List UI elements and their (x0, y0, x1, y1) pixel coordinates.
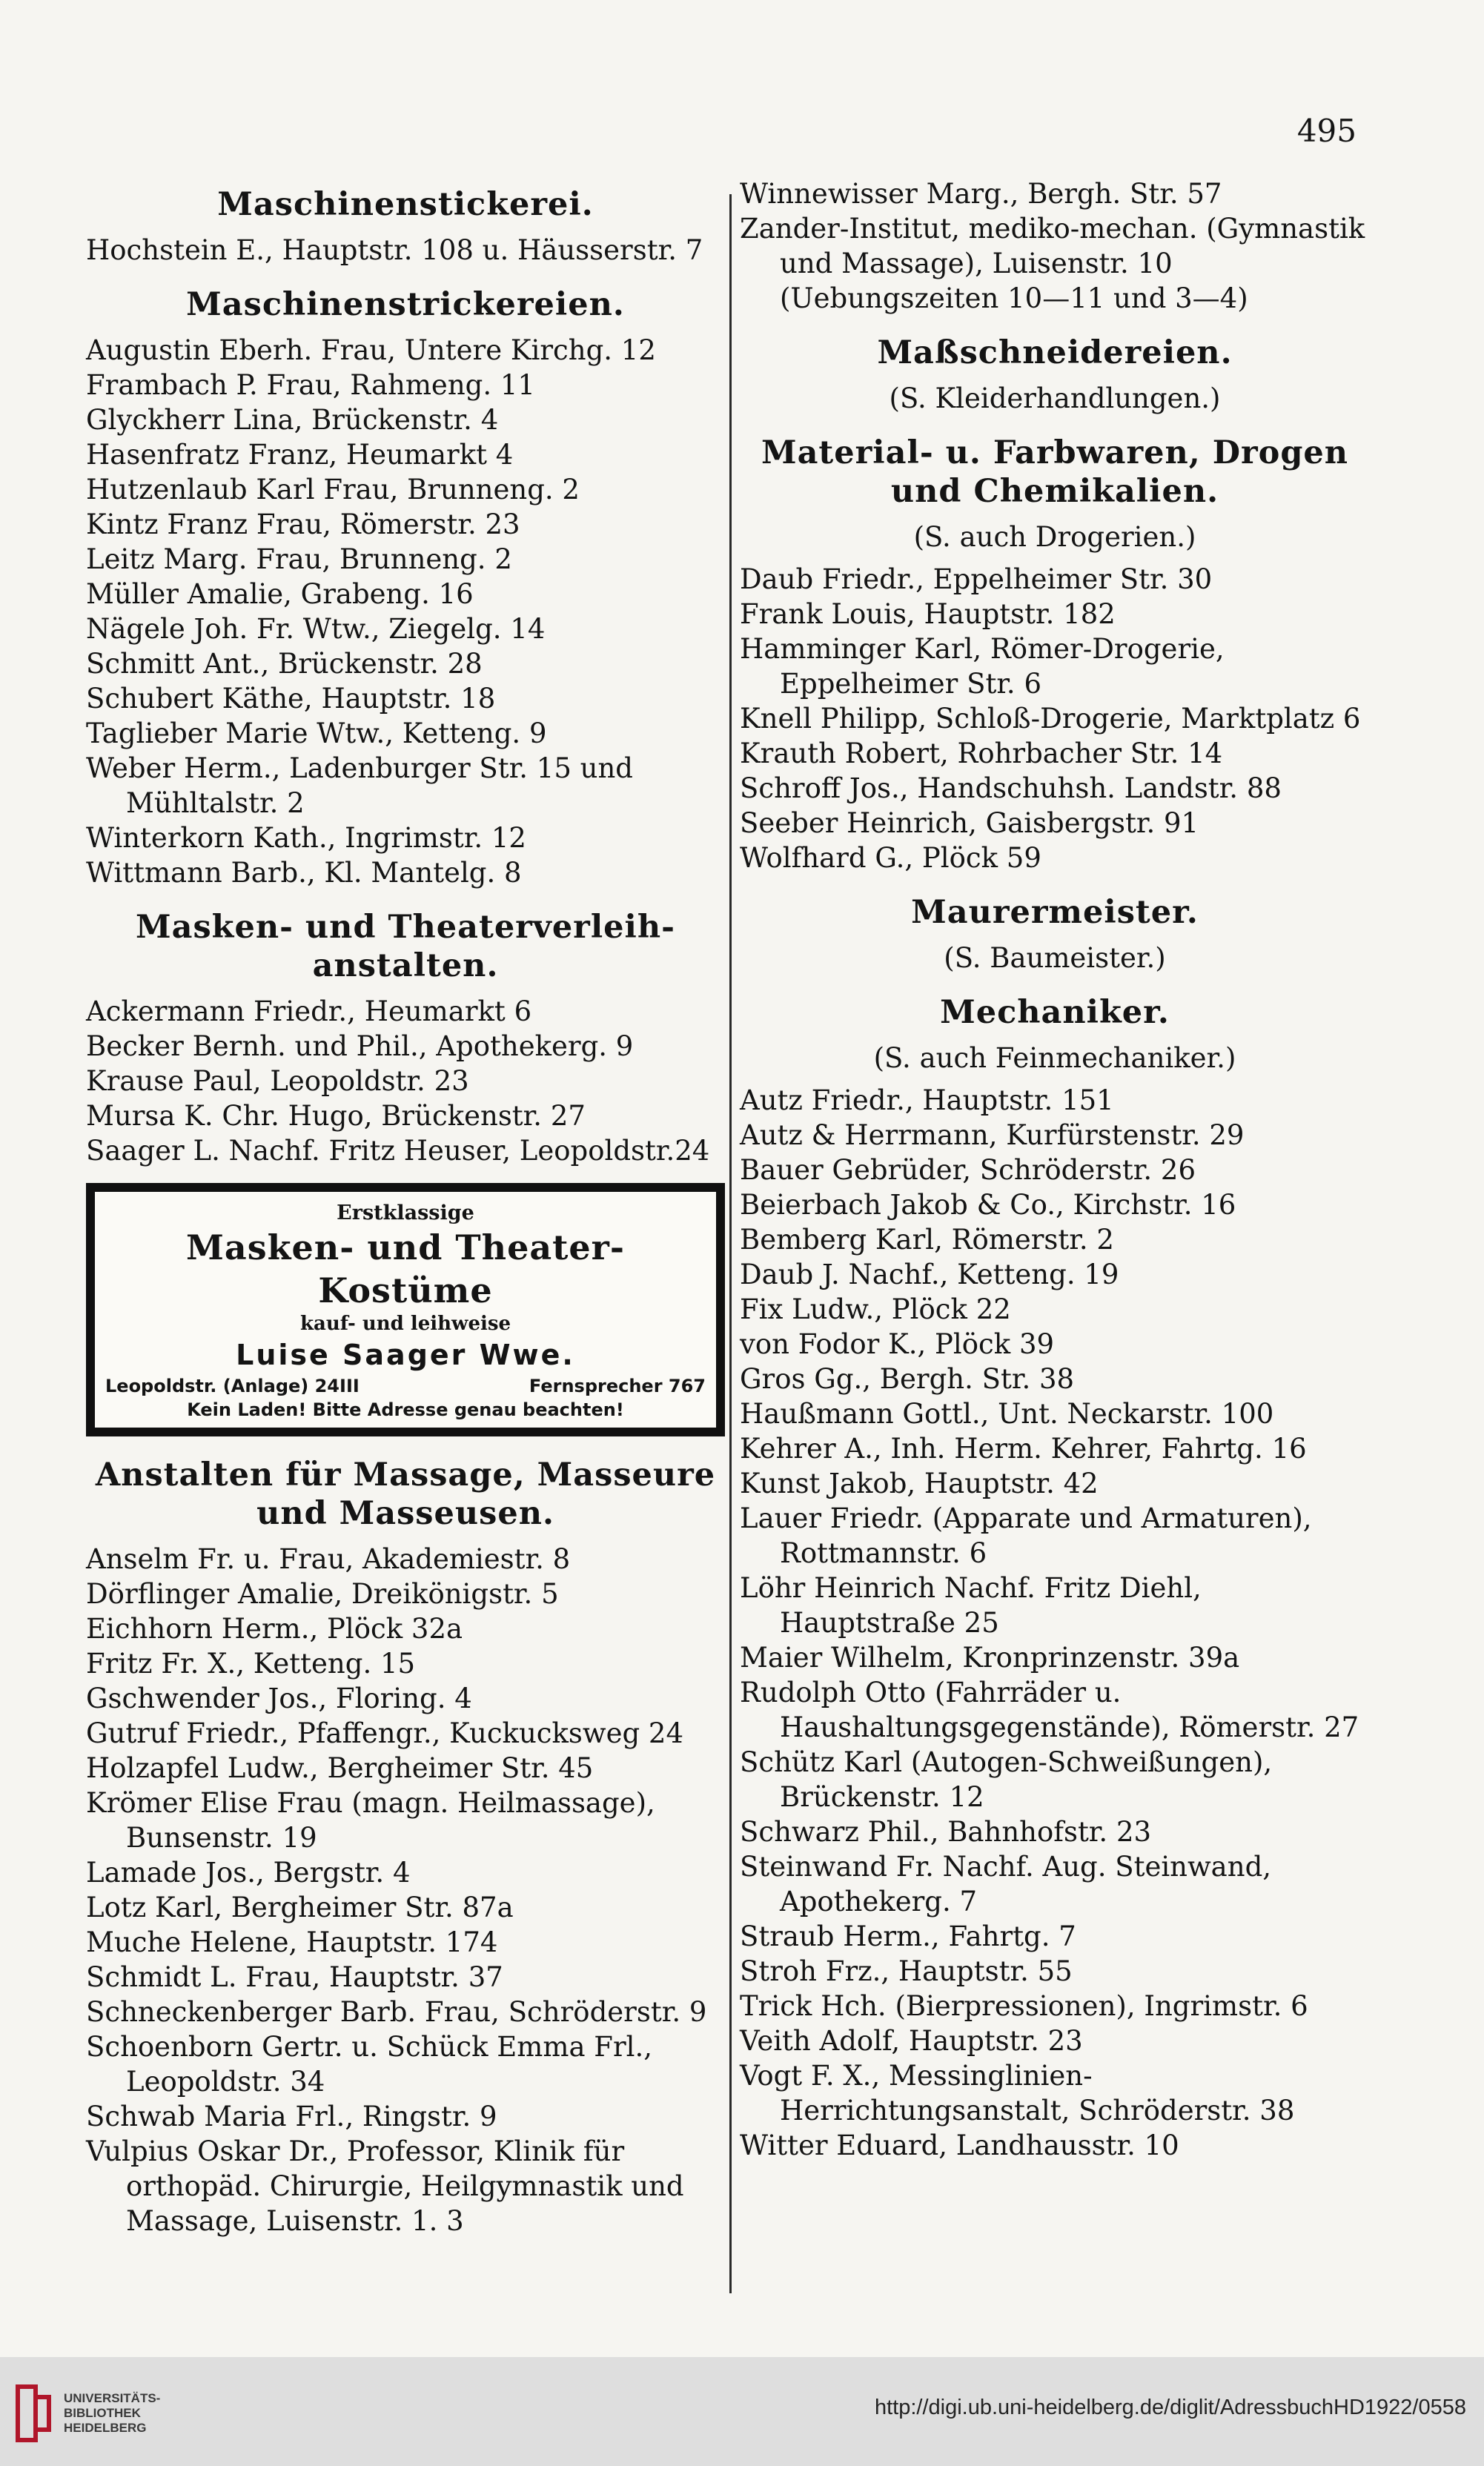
directory-entry: Autz & Herrmann, Kurfürstenstr. 29 (740, 1119, 1245, 1151)
directory-entry: Bemberg Karl, Römerstr. 2 (740, 1224, 1114, 1256)
directory-entry: Frank Louis, Hauptstr. 182 (740, 598, 1116, 630)
directory-entry: Veith Adolf, Hauptstr. 23 (740, 2025, 1083, 2057)
directory-entry: Lamade Jos., Bergstr. 4 (86, 1857, 411, 1889)
section-heading: Masken- und Theaterverleih-anstalten. (136, 909, 675, 984)
directory-entry: Eichhorn Herm., Plöck 32a (86, 1613, 463, 1645)
page-number: 495 (1296, 113, 1357, 149)
library-logo-text (64, 2391, 160, 2436)
directory-entry: Hamminger Karl, Römer-Drogerie, Eppelheimer Str. 6 (740, 633, 1225, 700)
directory-entry: Fix Ludw., Plöck 22 (740, 1293, 1011, 1325)
directory-entry: Muche Helene, Hauptstr. 174 (86, 1926, 498, 1958)
directory-entry: Schütz Karl (Autogen-Schweißungen), Brückenstr. 12 (740, 1746, 1273, 1813)
directory-entry: Stroh Frz., Hauptstr. 55 (740, 1955, 1073, 1987)
section-heading: Anstalten für Massage, Masseure und Masseusen. (95, 1456, 716, 1532)
directory-entry: Fritz Fr. X., Ketteng. 15 (86, 1648, 416, 1680)
directory-entry: Hasenfratz Franz, Heumarkt 4 (86, 439, 514, 471)
directory-entry: Glyckherr Lina, Brückenstr. 4 (86, 404, 499, 436)
logo-text-line: HEIDELBERG (64, 2421, 147, 2435)
cross-reference-note: (S. auch Drogerien.) (913, 521, 1196, 553)
cross-reference-note: (S. Kleiderhandlungen.) (889, 382, 1221, 414)
directory-entry: von Fodor K., Plöck 39 (740, 1328, 1055, 1360)
directory-entry: Rudolph Otto (Fahrräder u. Haushaltungsgegenstände), Römerstr. 27 (740, 1677, 1359, 1743)
directory-entry: Schroff Jos., Handschuhsh. Landstr. 88 (740, 772, 1282, 804)
ad-notice: Kein Laden! Bitte Adresse genau beachten! (187, 1399, 624, 1420)
directory-entry: Mursa K. Chr. Hugo, Brückenstr. 27 (86, 1100, 586, 1132)
directory-entry: Schoenborn Gertr. u. Schück Emma Frl., Leopoldstr. 34 (86, 2031, 652, 2098)
entry-list (740, 562, 1370, 875)
entry-list (740, 176, 1370, 316)
directory-entry: Ackermann Friedr., Heumarkt 6 (86, 995, 532, 1027)
directory-entry: Bauer Gebrüder, Schröderstr. 26 (740, 1154, 1196, 1186)
entry-list (86, 233, 725, 268)
cross-reference-note: (S. Baumeister.) (944, 942, 1166, 974)
directory-entry: Daub J. Nachf., Ketteng. 19 (740, 1259, 1119, 1290)
directory-entry: Winnewisser Marg., Bergh. Str. 57 (740, 178, 1222, 210)
directory-entry: Autz Friedr., Hauptstr. 151 (740, 1084, 1114, 1116)
directory-entry: Leitz Marg. Frau, Brunneng. 2 (86, 543, 512, 575)
entry-list (740, 1083, 1370, 2163)
directory-entry: Krause Paul, Leopoldstr. 23 (86, 1065, 469, 1097)
directory-entry: Zander-Institut, mediko-mechan. (Gymnastik und Massage), Luisenstr. 10 (Uebungszeiten 10—11 und 3—4) (740, 213, 1365, 314)
permalink-url[interactable]: http://digi.ub.uni-heidelberg.de/diglit/AdressbuchHD1922/0558 (874, 2396, 1466, 2419)
directory-entry: Steinwand Fr. Nachf. Aug. Steinwand, Apothekerg. 7 (740, 1851, 1272, 1918)
directory-entry: Witter Eduard, Landhausstr. 10 (740, 2129, 1179, 2161)
directory-entry: Krömer Elise Frau (magn. Heilmassage), Bunsenstr. 19 (86, 1787, 655, 1854)
entry-list (86, 333, 725, 890)
library-logo-icon (13, 2382, 53, 2445)
section-heading: Maschinenstrickereien. (186, 286, 625, 323)
ad-notice-row (105, 1398, 706, 1422)
logo-text-line: BIBLIOTHEK (64, 2406, 141, 2420)
directory-entry: Schubert Käthe, Hauptstr. 18 (86, 683, 496, 715)
directory-entry: Gutruf Friedr., Pfaffengr., Kuckucksweg 24 (86, 1717, 684, 1749)
entry-list (86, 994, 725, 1168)
directory-entry: Kintz Franz Frau, Römerstr. 23 (86, 508, 520, 540)
ad-company-name: Luise Saager Wwe. (236, 1339, 575, 1371)
directory-entry: Becker Bernh. und Phil., Apothekerg. 9 (86, 1030, 634, 1062)
ad-line: kauf- und leihweise (299, 1313, 511, 1335)
directory-entry: Straub Herm., Fahrtg. 7 (740, 1920, 1076, 1952)
directory-entry: Seeber Heinrich, Gaisbergstr. 91 (740, 807, 1199, 839)
section-heading: Maurermeister. (911, 894, 1199, 931)
ad-address-row (105, 1374, 706, 1398)
cross-reference-note: (S. auch Feinmechaniker.) (873, 1042, 1236, 1074)
ad-address: Leopoldstr. (Anlage) 24III (105, 1376, 360, 1396)
directory-entry: Schneckenberger Barb. Frau, Schröderstr. 9 (86, 1996, 707, 2028)
ad-line: Erstklassige (337, 1201, 474, 1224)
directory-entry: Hochstein E., Hauptstr. 108 u. Häusserstr. 7 (86, 234, 703, 266)
directory-entry: Kehrer A., Inh. Herm. Kehrer, Fahrtg. 16 (740, 1433, 1307, 1465)
directory-entry: Vulpius Oskar Dr., Professor, Klinik für orthopäd. Chirurgie, Heilgymnastik und Massage, Luisenstr. 1. 3 (86, 2135, 684, 2237)
directory-entry: Beierbach Jakob & Co., Kirchstr. 16 (740, 1189, 1236, 1221)
viewer-footer (0, 2357, 1484, 2466)
directory-entry: Kunst Jakob, Hauptstr. 42 (740, 1468, 1099, 1499)
directory-entry: Gros Gg., Bergh. Str. 38 (740, 1363, 1075, 1395)
section-heading: Mechaniker. (940, 994, 1170, 1031)
section-heading: Material- u. Farbwaren, Drogen und Chemikalien. (761, 434, 1349, 510)
directory-entry: Holzapfel Ludw., Bergheimer Str. 45 (86, 1752, 594, 1784)
directory-entry: Schwab Maria Frl., Ringstr. 9 (86, 2101, 497, 2132)
ad-headline: Masken- und Theater-Kostüme (186, 1227, 625, 1310)
directory-entry: Knell Philipp, Schloß-Drogerie, Marktplatz 6 (740, 703, 1361, 735)
directory-entry: Maier Wilhelm, Kronprinzenstr. 39a (740, 1642, 1240, 1674)
section-heading: Maßschneidereien. (877, 334, 1233, 371)
ad-phone: Fernsprecher 767 (529, 1376, 706, 1396)
directory-entry: Augustin Eberh. Frau, Untere Kirchg. 12 (86, 334, 656, 366)
directory-entry: Schmidt L. Frau, Hauptstr. 37 (86, 1961, 503, 1993)
section-heading: Maschinenstickerei. (217, 186, 594, 223)
logo-shape (18, 2387, 49, 2440)
directory-entry: Haußmann Gottl., Unt. Neckarstr. 100 (740, 1398, 1274, 1430)
directory-entry: Weber Herm., Ladenburger Str. 15 und Mühltalstr. 2 (86, 752, 633, 819)
entry-list (86, 1542, 725, 2238)
directory-entry: Frambach P. Frau, Rahmeng. 11 (86, 369, 535, 401)
library-logo[interactable] (13, 2376, 191, 2450)
directory-entry: Wolfhard G., Plöck 59 (740, 842, 1041, 874)
directory-entry: Dörflinger Amalie, Dreikönigstr. 5 (86, 1578, 559, 1610)
directory-entry: Schmitt Ant., Brückenstr. 28 (86, 648, 483, 680)
directory-entry: Winterkorn Kath., Ingrimstr. 12 (86, 822, 526, 854)
right-column (740, 176, 1370, 2163)
directory-entry: Müller Amalie, Grabeng. 16 (86, 578, 474, 610)
left-column (86, 176, 725, 2238)
directory-entry: Daub Friedr., Eppelheimer Str. 30 (740, 563, 1213, 595)
directory-entry: Nägele Joh. Fr. Wtw., Ziegelg. 14 (86, 613, 546, 645)
directory-entry: Krauth Robert, Rohrbacher Str. 14 (740, 738, 1223, 769)
directory-entry: Taglieber Marie Wtw., Ketteng. 9 (86, 717, 547, 749)
column-divider (729, 194, 732, 2293)
directory-entry: Vogt F. X., Messinglinien-Herrichtungsanstalt, Schröderstr. 38 (740, 2060, 1295, 2127)
advertisement-box (86, 1183, 725, 1436)
directory-entry: Saager L. Nachf. Fritz Heuser, Leopoldstr.24 (86, 1135, 710, 1167)
directory-entry: Wittmann Barb., Kl. Mantelg. 8 (86, 857, 522, 889)
directory-entry: Gschwender Jos., Floring. 4 (86, 1683, 472, 1714)
directory-entry: Lotz Karl, Bergheimer Str. 87a (86, 1892, 514, 1923)
directory-entry: Hutzenlaub Karl Frau, Brunneng. 2 (86, 474, 580, 506)
directory-entry: Trick Hch. (Bierpressionen), Ingrimstr. 6 (740, 1990, 1308, 2022)
directory-entry: Anselm Fr. u. Frau, Akademiestr. 8 (86, 1543, 571, 1575)
logo-text-line: UNIVERSITÄTS- (64, 2391, 161, 2405)
directory-entry: Lauer Friedr. (Apparate und Armaturen), Rottmannstr. 6 (740, 1502, 1312, 1569)
directory-entry: Schwarz Phil., Bahnhofstr. 23 (740, 1816, 1152, 1848)
directory-entry: Löhr Heinrich Nachf. Fritz Diehl, Hauptstraße 25 (740, 1572, 1202, 1639)
